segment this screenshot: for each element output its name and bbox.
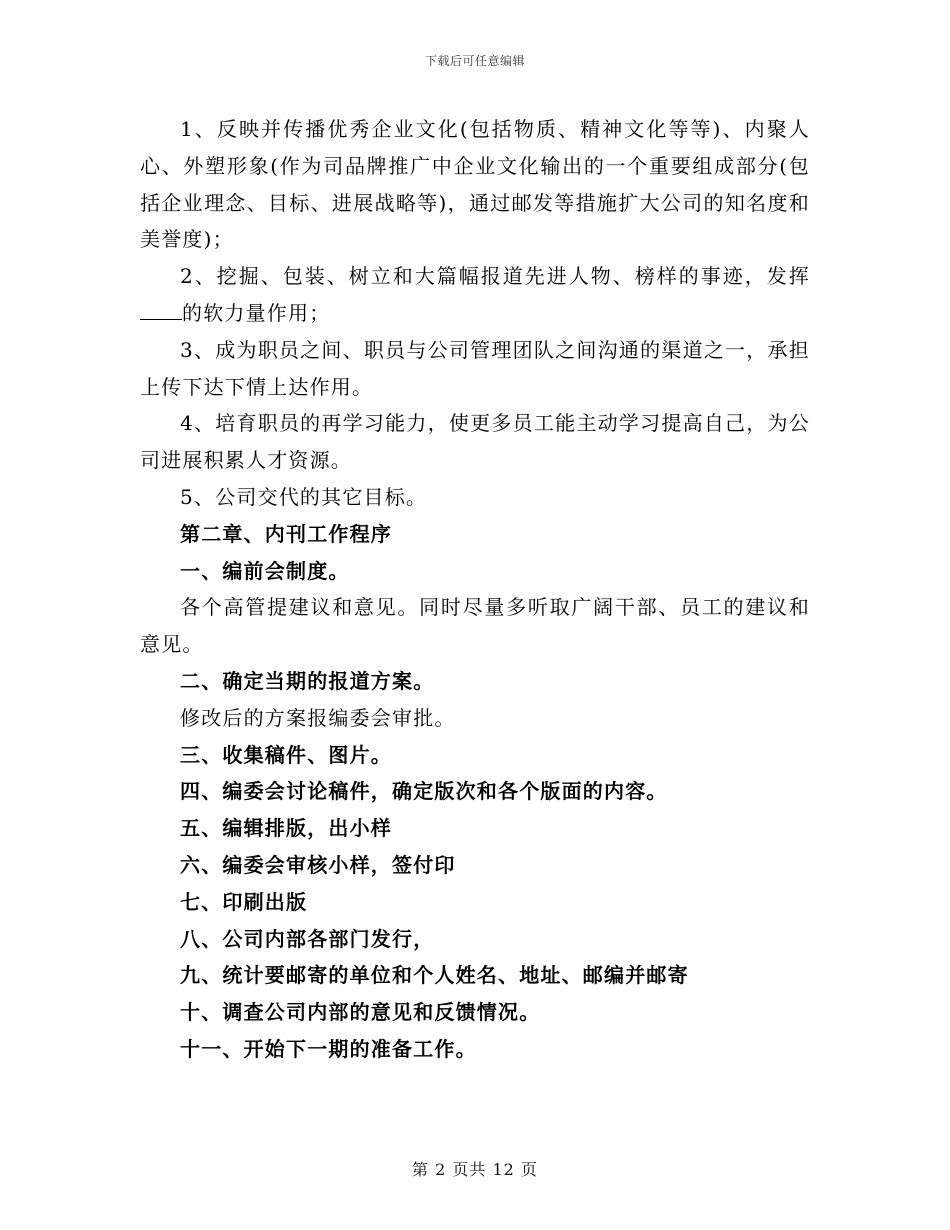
objective-2-text-start: 2、挖掘、包装、树立和大篇幅报道先进人物、榜样的事迹，发挥: [180, 264, 810, 289]
objective-2-text-end: 的软力量作用；: [182, 300, 331, 325]
step-7: 七、印刷出版: [180, 889, 308, 914]
step-8: 八、公司内部各部门发行，: [180, 926, 435, 951]
step-10: 十、调查公司内部的意见和反馈情况。: [180, 1000, 541, 1025]
document-body: [140, 111, 810, 1068]
step-9: 九、统计要邮寄的单位和个人姓名、地址、邮编并邮寄: [180, 963, 689, 988]
chapter-title: 第二章、内刊工作程序: [180, 521, 392, 546]
step-6: 六、编委会审核小样，签付印: [180, 852, 456, 877]
objective-paragraph-1: 1、反映并传播优秀企业文化(包括物质、精神文化等等)、内聚人心、外塑形象(作为司品牌推广中企业文化输出的一个重要组成部分(包括企业理念、目标、进展战略等)，通过邮发等措施扩大公司的知名度和美誉度)；: [140, 117, 810, 252]
objective-paragraph-4: 4、培育职员的再学习能力，使更多员工能主动学习提高自己，为公司进展积累人才资源。: [140, 411, 810, 473]
objective-paragraph-2: [140, 258, 810, 332]
step-3: 三、收集稿件、图片。: [180, 742, 392, 767]
page-number: 第 2 页共 12 页: [412, 1160, 538, 1179]
objective-paragraph-5: 5、公司交代的其它目标。: [180, 484, 428, 509]
page-header: 下载后可任意编辑: [424, 54, 525, 68]
objective-paragraph-3: 3、成为职员之间、职员与公司管理团队之间沟通的渠道之一，承担上传下达下情上达作用。: [140, 337, 810, 399]
step-11: 十一、开始下一期的准备工作。: [180, 1036, 477, 1061]
step-1-title: 一、编前会制度。: [180, 558, 350, 583]
step-2-text: 修改后的方案报编委会审批。: [180, 705, 456, 730]
step-1-text: 各个高管提建议和意见。同时尽量多听取广阔干部、员工的建议和意见。: [140, 595, 810, 657]
fill-in-blank: [140, 301, 182, 320]
step-5: 五、编辑排版，出小样: [180, 816, 392, 841]
step-2-title: 二、确定当期的报道方案。: [180, 668, 435, 693]
step-4: 四、编委会讨论稿件，确定版次和各个版面的内容。: [180, 779, 668, 804]
